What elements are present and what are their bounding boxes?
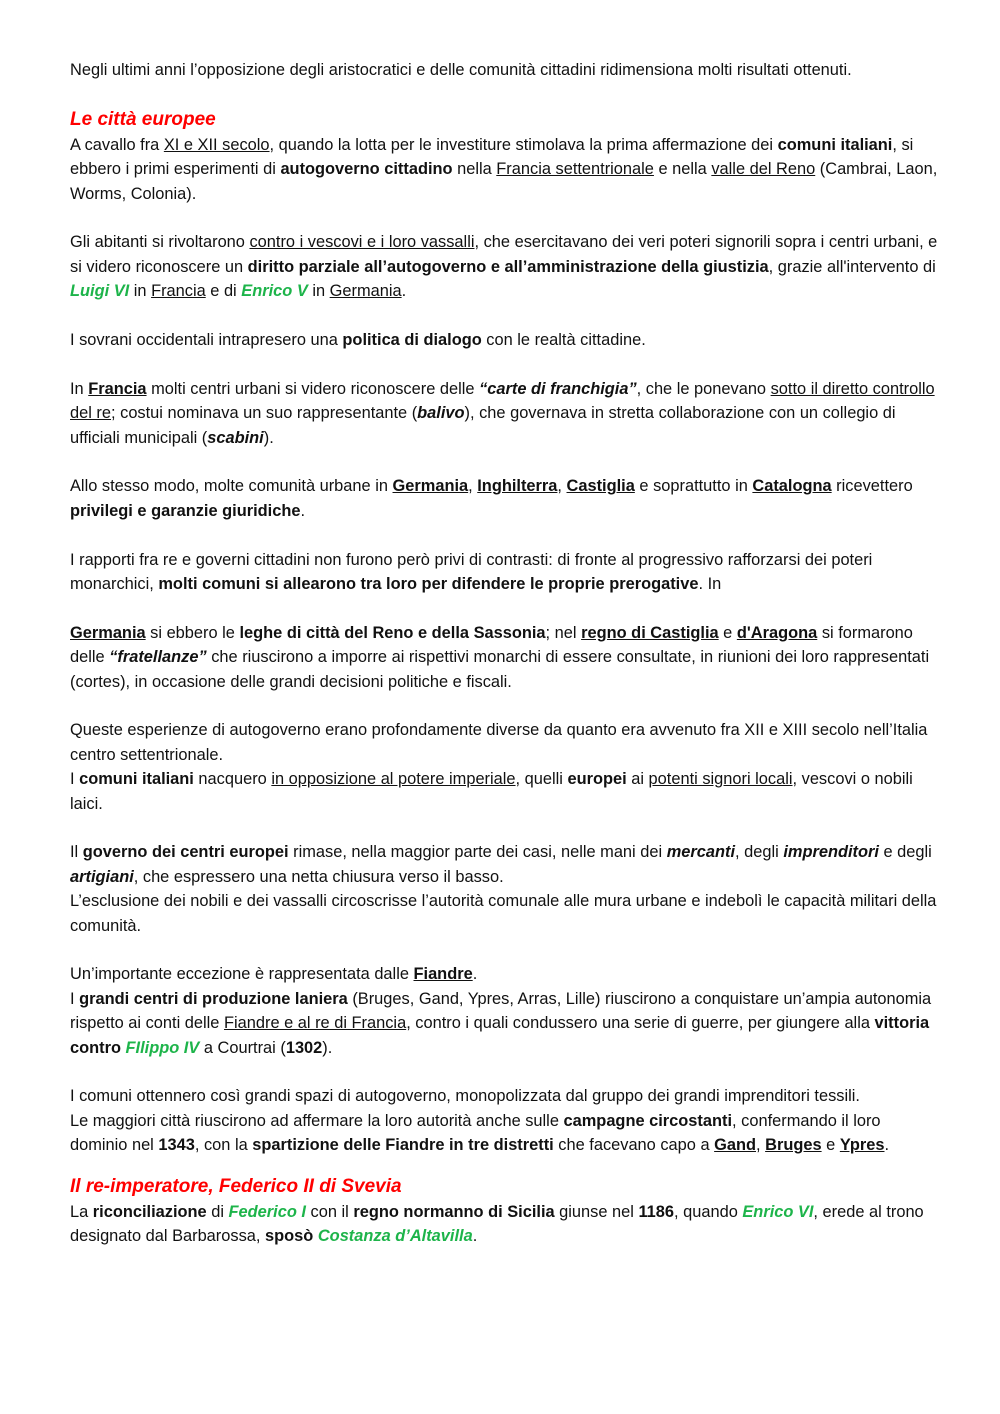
text-run: Germania [70,623,146,642]
text-run: Allo stesso modo, molte comunità urbane in [70,477,393,496]
text-run: molti centri urbani si videro riconoscere delle [146,379,480,398]
text-run: I [70,989,80,1008]
text-run: Francia [151,282,206,301]
text-run: artigiani [70,867,134,886]
text-run: sotto il diretto controllo del re [70,379,935,423]
text-run: balivo [417,404,465,423]
text-run: Queste esperienze di autogoverno erano profondamente diverse da quanto era avvenuto fra XII e XIII secolo nell’Italia centro settentrionale. [70,721,928,764]
text-run: , che espressero una netta chiusura verso il basso. [133,867,504,886]
text-run: , che esercitavano dei veri poteri signorili sopra i centri urbani, e si videro riconoscere un [70,233,938,276]
text-run: (Bruges, Gand, Ypres, Arras, Lille) riuscirono a conquistare un’ampia autonomia rispetto ai conti delle [70,989,932,1033]
paragraph-esperienze [70,718,940,767]
text-run: Francia settentrionale [496,160,654,179]
text-run: I comuni ottennero così grandi spazi di autogoverno, monopolizzata dal gruppo dei grandi imprenditori tessili. [70,1087,860,1106]
text-run: , contro i quali condussero una serie di guerre, per giungere alla [406,1014,875,1033]
text-run: , [557,477,567,496]
text-run: La [70,1202,93,1221]
text-run: a Courtrai ( [199,1038,286,1057]
text-run: con le realtà cittadine. [481,331,646,350]
text-run: imprenditori [783,843,879,862]
person-federico-i: Federico I [228,1202,306,1221]
paragraph-esclusione [70,889,940,938]
text-run: Un’importante eccezione è rappresentata dalle [70,965,414,984]
person-filippo-iv: FIlippo IV [125,1038,200,1057]
text-run: comuni italiani [79,770,194,789]
text-run: XI e XII secolo [163,135,270,154]
text-run: , [468,477,478,496]
text-run: Francia [88,379,147,398]
person-costanza: Costanza d’Altavilla [317,1227,473,1246]
text-run: I rapporti fra re e governi cittadini non furono però privi di contrasti: di fronte al progressivo rafforzarsi dei poteri monarchici, [70,550,873,594]
text-run: governo dei centri europei [82,843,289,862]
text-run: , vescovi o nobili laici. [70,770,913,813]
text-run: si formarono delle [70,623,913,667]
text-run: campagne circostanti [563,1111,733,1130]
text-run: “fratellanze” [109,648,207,667]
text-run: riconciliazione [92,1202,207,1221]
text-run: ; costui nominava un suo rappresentante ( [111,404,418,423]
paragraph-francia [70,377,940,450]
paragraph-abitanti [70,230,940,303]
text-run: Fiandre e al re di Francia [223,1014,407,1033]
text-run: si ebbero le [145,623,240,642]
text-run: L’esclusione dei nobili e dei vassalli circoscrisse l’autorità comunale alle mura urbane e indebolì le capacità militari della comunità. [70,892,937,935]
person-luigi-vi: Luigi VI [70,282,130,301]
section-heading-citta-europee: Le città europee [70,108,216,130]
text-run: Le maggiori città riuscirono ad affermare la loro autorità anche sulle [70,1111,564,1130]
text-run: europei [567,770,627,789]
text-run: I [70,770,80,789]
text-run: Germania [329,282,402,301]
text-run: , con la [194,1136,253,1155]
text-run: ). [263,428,274,447]
text-run: nacquero [193,770,272,789]
text-run: Il [70,843,83,862]
text-run: valle del Reno [711,160,816,179]
text-run: . [884,1136,890,1155]
paragraph-comuni-ottennero [70,1084,940,1108]
text-run: . [401,282,407,301]
text-run: A cavallo fra [70,135,164,154]
text-run: Ypres [839,1136,885,1155]
text-run: in [129,282,152,301]
text-run: potenti signori locali [648,770,793,789]
text-run: e [821,1136,840,1155]
text-run: Gli abitanti si rivoltarono [70,233,250,252]
text-run: mercanti [666,843,736,862]
text-run: con il [305,1202,354,1221]
text-run: giunse nel [554,1202,639,1221]
text-run: molti comuni si allearono tra loro per difendere le proprie prerogative [158,575,699,594]
paragraph-germania-leghe [70,621,940,694]
text-run: Castiglia [566,477,635,496]
text-run: e di [205,282,242,301]
text-run: sposò [265,1227,314,1246]
text-run: e soprattutto in [634,477,753,496]
text-run: comuni italiani [777,135,893,154]
paragraph-cavallo [70,133,940,206]
paragraph-allo-stesso-modo [70,474,940,523]
text-run: autogoverno cittadino [280,160,453,179]
text-run: “carte di franchigia” [479,379,637,398]
intro-paragraph [70,58,940,82]
text-run: , quando la lotta per le investiture stimolava la prima affermazione dei [269,135,778,154]
text-run: leghe di città del Reno e della Sassonia [239,623,546,642]
text-run: e nella [653,160,712,179]
text-run: spartizione delle Fiandre in tre distretti [252,1136,554,1155]
paragraph-sovrani [70,328,940,352]
text-run: Fiandre [413,965,473,984]
text-run: , [756,1136,766,1155]
text-run: Negli ultimi anni l’opposizione degli aristocratici e delle comunità cittadini ridimensiona molti risultati ottenuti. [70,61,852,79]
document-page [70,58,940,1273]
text-run: (Cambrai, Laon, Worms, Colonia). [70,160,938,203]
text-run: , confermando il loro dominio nel [70,1111,881,1155]
text-run: Inghilterra [477,477,558,496]
paragraph-centri-lanieri [70,987,940,1060]
text-run: nella [452,160,497,179]
text-run: . In [698,575,722,594]
text-run: . [472,965,478,984]
text-run: 1186 [638,1202,675,1221]
text-run: ricevettero [831,477,913,496]
paragraph-maggiori-citta [70,1109,940,1158]
text-run: e degli [878,843,932,862]
text-run: , grazie all'intervento di [768,257,936,276]
text-run: . [472,1227,478,1246]
person-enrico-vi: Enrico VI [742,1202,814,1221]
text-run: Gand [714,1136,757,1155]
paragraph-riconciliazione [70,1200,940,1249]
paragraph-rapporti [70,548,940,597]
paragraph-eccezione [70,962,940,986]
text-run: scabini [207,428,264,447]
text-run: , degli [735,843,784,862]
text-run: in [307,282,330,301]
text-run: d'Aragona [736,623,818,642]
text-run: 1343 [158,1136,195,1155]
text-run: che facevano capo a [553,1136,715,1155]
text-run: di [206,1202,229,1221]
text-run: , si ebbero i primi esperimenti di [70,135,914,179]
text-run: Bruges [765,1136,822,1155]
text-run: e [718,623,737,642]
section-heading-federico-ii: Il re-imperatore, Federico II di Svevia [70,1175,402,1197]
text-run: privilegi e garanzie giuridiche [70,501,301,520]
text-run: , quando [674,1202,743,1221]
text-run: . [300,501,306,520]
text-run: , che le ponevano [636,379,771,398]
text-run: 1302 [285,1038,323,1057]
text-run: in opposizione al potere imperiale [271,770,516,789]
paragraph-comuni-italiani [70,767,940,816]
text-run: grandi centri di produzione laniera [79,989,348,1008]
text-run: politica di dialogo [342,331,482,350]
text-run: ; nel [545,623,582,642]
text-run: contro i vescovi e i loro vassalli [249,233,475,252]
text-run: ). [322,1038,333,1057]
text-run: vittoria contro [70,1014,930,1057]
text-run: In [70,379,89,398]
text-run: regno di Castiglia [581,623,719,642]
text-run: ), che governava in stretta collaborazione con un collegio di ufficiali municipali ( [70,404,896,447]
text-run: diritto parziale all’autogoverno e all’amministrazione della giustizia [247,257,769,276]
text-run: , erede al trono designato dal Barbarossa, [70,1202,924,1246]
person-enrico-v: Enrico V [241,282,308,301]
text-run: che riuscirono a imporre ai rispettivi monarchi di essere consultate, in riunioni dei loro rappresentati (cortes), in occasione delle grandi decisioni politiche e fiscali. [70,648,930,691]
text-run: Germania [392,477,469,496]
text-run: Catalogna [752,477,832,496]
text-run: , quelli [515,770,568,789]
text-run: ai [626,770,649,789]
paragraph-governo [70,840,940,889]
text-run: I sovrani occidentali intrapresero una [70,331,343,350]
text-run: regno normanno di Sicilia [353,1202,555,1221]
text-run: rimase, nella maggior parte dei casi, nelle mani dei [288,843,667,862]
